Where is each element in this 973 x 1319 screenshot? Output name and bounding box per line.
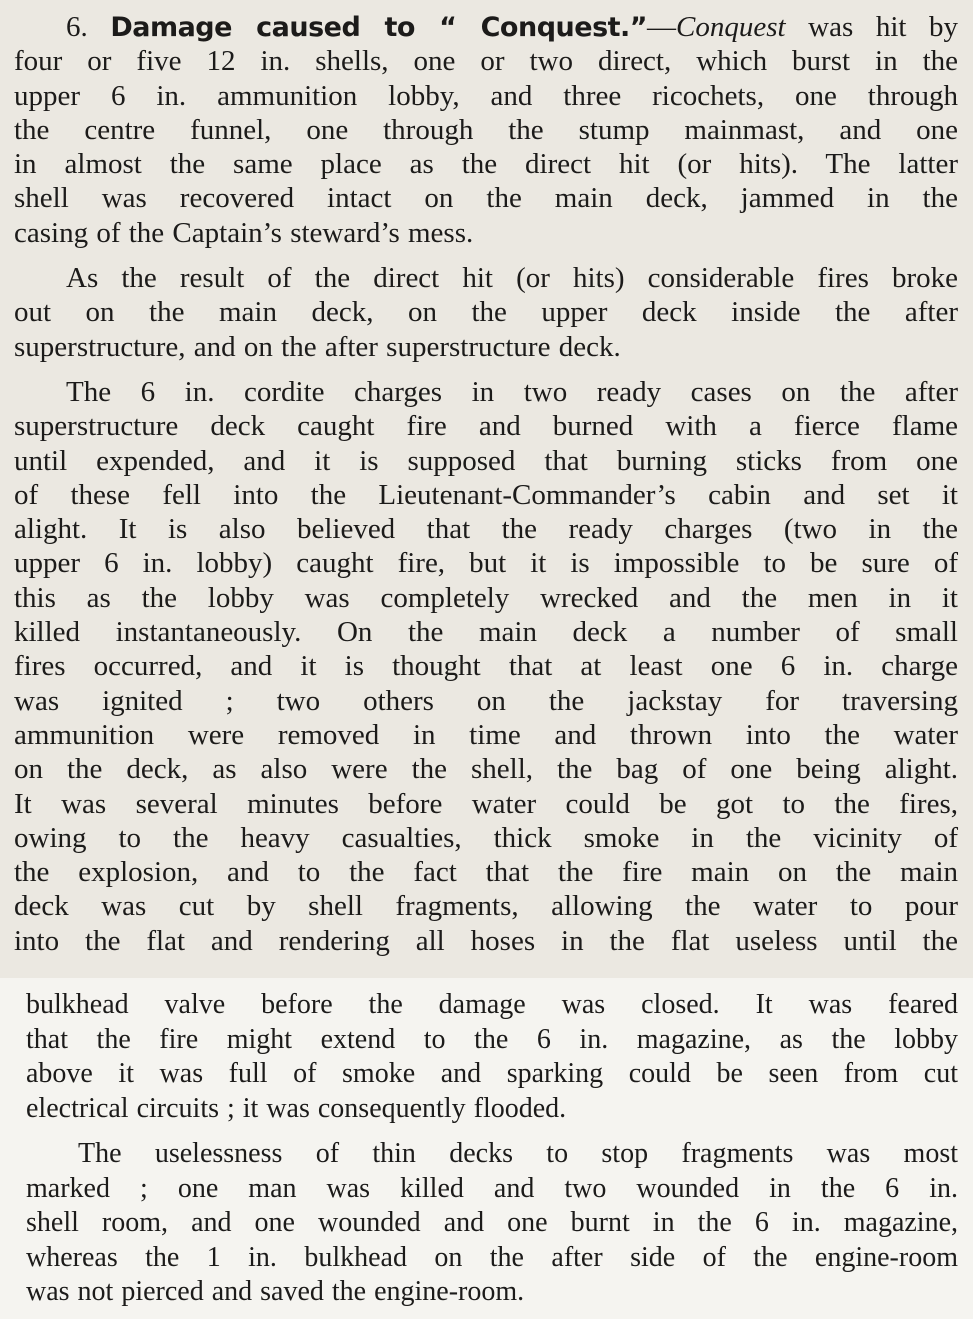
text-line: The uselessness of thin decks to stop fragments was most	[78, 1138, 958, 1169]
text-line: superstructure deck caught fire and burned with a fierce flame	[14, 410, 958, 443]
text-line: in almost the same place as the direct hit (or hits). The latter	[14, 148, 958, 181]
paragraph-first-line	[14, 10, 958, 44]
paragraph-fires-broke-out	[14, 261, 958, 364]
text-line: four or five 12 in. shells, one or two direct, which burst in the	[14, 45, 958, 78]
text-line: It was several minutes before water could be got to the fires,	[14, 787, 958, 820]
text-line: casing of the Captain’s steward’s mess.	[14, 216, 474, 249]
text-column-lower	[26, 988, 958, 1310]
text-line: was not pierced and saved the engine-room.	[26, 1276, 525, 1307]
text-line: alight. It is also believed that the ready charges (two in the	[14, 513, 958, 546]
text-line: The 6 in. cordite charges in two ready cases on the after	[66, 375, 958, 408]
text-line: shell room, and one wounded and one burnt in the 6 in. magazine,	[26, 1207, 958, 1238]
text-line: above it was full of smoke and sparking could be seen from cut	[26, 1058, 958, 1089]
first-line-text: was hit by	[808, 11, 958, 43]
paragraph-cordite-charges-continued	[26, 988, 958, 1126]
paragraph-thin-decks	[26, 1137, 958, 1310]
text-line: this as the lobby was completely wrecked and the men in it	[14, 581, 958, 614]
section-heading: Damage caused to “ Conquest.”	[110, 12, 648, 43]
text-column-upper	[14, 10, 958, 958]
text-line: ammunition were removed in time and thrown into the water	[14, 718, 958, 751]
text-line: fires occurred, and it is thought that at least one 6 in. charge	[14, 650, 958, 683]
text-line: was ignited ; two others on the jackstay for traversing	[14, 684, 958, 717]
text-line: electrical circuits ; it was consequently flooded.	[26, 1092, 567, 1124]
text-line: As the result of the direct hit (or hits) considerable fires broke	[66, 262, 958, 295]
text-line: upper 6 in. ammunition lobby, and three ricochets, one through	[14, 79, 958, 112]
text-line: whereas the 1 in. bulkhead on the after side of the engine-room	[26, 1241, 958, 1273]
text-line: until expended, and it is supposed that burning sticks from one	[14, 444, 958, 477]
ship-name-italic: Conquest	[676, 11, 786, 43]
text-line: the explosion, and to the fact that the fire main on the main	[14, 856, 958, 889]
text-line: bulkhead valve before the damage was closed. It was feared	[26, 989, 958, 1020]
text-line: out on the main deck, on the upper deck inside the after	[14, 296, 958, 329]
text-line: that the fire might extend to the 6 in. magazine, as the lobby	[26, 1023, 958, 1055]
paragraph-damage-conquest	[14, 10, 958, 250]
text-line: deck was cut by shell fragments, allowing the water to pour	[14, 890, 958, 923]
text-line: marked ; one man was killed and two wounded in the 6 in.	[26, 1172, 958, 1204]
text-line: into the flat and rendering all hoses in the flat useless until the	[14, 924, 958, 957]
paragraph-cordite-charges	[14, 375, 958, 958]
text-line: of these fell into the Lieutenant-Commander’s cabin and set it	[14, 478, 958, 511]
heading-dash: —	[647, 11, 677, 43]
text-line: upper 6 in. lobby) caught fire, but it is impossible to be sure of	[14, 547, 958, 580]
text-line: the centre funnel, one through the stump mainmast, and one	[14, 113, 958, 146]
text-line: killed instantaneously. On the main deck a number of small	[14, 616, 958, 649]
text-line: owing to the heavy casualties, thick smoke in the vicinity of	[14, 821, 958, 854]
text-line: shell was recovered intact on the main deck, jammed in the	[14, 182, 958, 215]
text-line: on the deck, as also were the shell, the bag of one being alight.	[14, 753, 958, 786]
section-number: 6.	[66, 11, 88, 43]
text-line: superstructure, and on the after superstructure deck.	[14, 330, 621, 363]
